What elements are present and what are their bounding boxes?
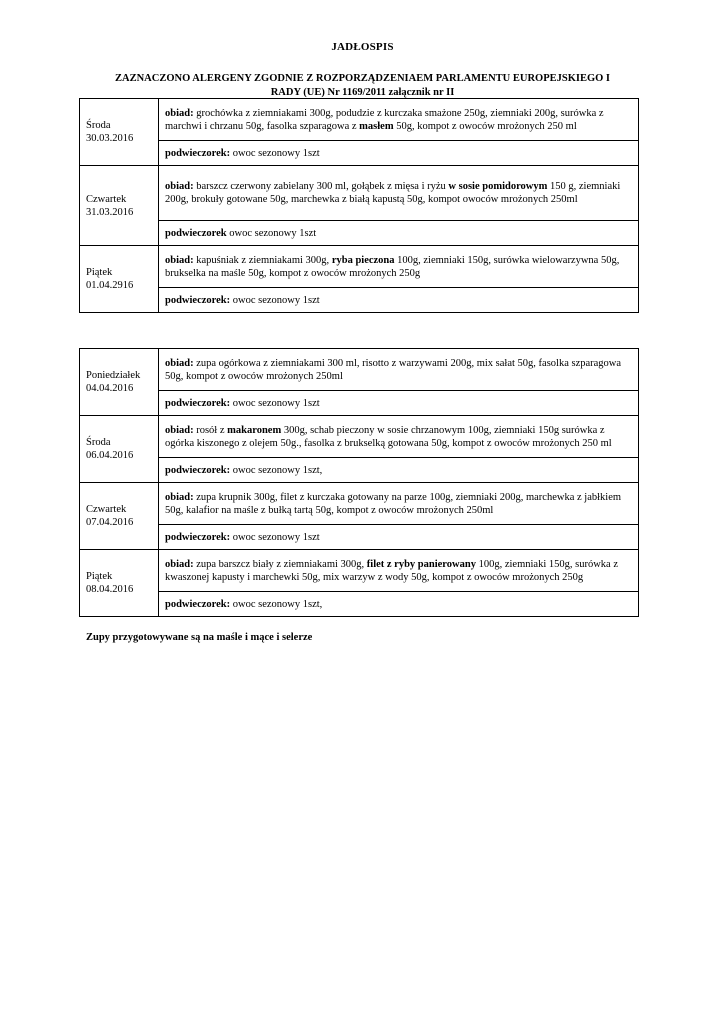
snack-cell: [159, 141, 639, 166]
lunch-label: obiad:: [165, 424, 194, 436]
day-date: 04.04.2016: [86, 383, 134, 394]
lunch-label: obiad:: [165, 107, 194, 119]
day-cell: [80, 166, 159, 246]
day-date: 06.04.2016: [86, 450, 134, 461]
snack-cell: [159, 458, 639, 483]
lunch-label: obiad:: [165, 181, 194, 192]
allergen-text: ryba pieczona: [331, 254, 395, 266]
snack-label: podwieczorek:: [165, 464, 231, 476]
day-name: Środa: [86, 437, 111, 448]
lunch-text: rosół z: [193, 424, 228, 436]
day-row: [80, 99, 639, 141]
snack-text: owoc sezonowy 1szt: [230, 294, 320, 306]
lunch-text: grochówka z ziemniakami 300g, podudzie z kurczaka smażone 250g, ziemniaki 200g, surówka z marchwi i chrzanu 50g, fasolka szparagowa z: [165, 107, 604, 132]
lunch-text: zupa barszcz biały z ziemniakami 300g,: [193, 558, 367, 570]
snack-label: podwieczorek: [165, 227, 227, 239]
day-name: Środa: [86, 120, 111, 131]
lunch-text: kapuśniak z ziemniakami 300g,: [193, 254, 332, 266]
snack-cell: [159, 525, 639, 550]
menu-table-week-1: [79, 98, 639, 313]
day-row: [80, 416, 639, 458]
day-row: [80, 246, 639, 288]
soup-note: Zupy przygotowywane są na maśle i mące i selerze: [86, 632, 313, 643]
menu-table-week-2: [79, 348, 639, 617]
snack-text: owoc sezonowy 1szt,: [230, 464, 323, 476]
lunch-cell: [159, 166, 639, 221]
snack-cell: [159, 592, 639, 617]
lunch-cell: [159, 246, 639, 288]
day-cell: [80, 99, 159, 166]
lunch-cell: [159, 550, 639, 592]
page-title: JADŁOSPIS: [331, 41, 394, 53]
snack-row: [80, 141, 639, 166]
snack-text: owoc sezonowy 1szt: [226, 227, 317, 239]
day-row: [80, 349, 639, 391]
snack-text: owoc sezonowy 1szt,: [230, 598, 323, 610]
lunch-cell: [159, 99, 639, 141]
lunch-text: barszcz czerwony zabielany 300 ml, gołąbek z mięsa i ryżu: [193, 181, 449, 192]
day-cell: [80, 550, 159, 617]
snack-label: podwieczorek:: [165, 598, 231, 610]
day-name: Czwartek: [86, 504, 127, 515]
day-name: Piątek: [86, 571, 113, 582]
snack-row: [80, 458, 639, 483]
snack-text: owoc sezonowy 1szt: [230, 147, 320, 159]
day-name: Piątek: [86, 267, 113, 278]
snack-cell: [159, 221, 639, 246]
day-name: Poniedziałek: [86, 370, 141, 381]
snack-cell: [159, 391, 639, 416]
snack-row: [80, 592, 639, 617]
snack-label: podwieczorek:: [165, 397, 231, 409]
lunch-text: 150 g, ziemniaki 200g, brokuły gotowane 50g, marchewka z białą kapustą 50g, kompot owoców mrożonych 250ml: [165, 181, 621, 205]
allergen-notice: [80, 72, 645, 100]
lunch-text: zupa krupnik 300g, filet z kurczaka gotowany na parze 100g, ziemniaki 200g, marchewka z jabłkiem 50g, kalafior na maśle z bułką tartą 50g, kompot z owoców mrożonych 250ml: [165, 491, 622, 516]
snack-row: [80, 391, 639, 416]
day-cell: [80, 416, 159, 483]
lunch-label: obiad:: [165, 254, 194, 266]
allergen-text: filet z ryby panierowany: [366, 558, 476, 570]
lunch-cell: [159, 349, 639, 391]
lunch-label: obiad:: [165, 491, 194, 503]
snack-row: [80, 221, 639, 246]
day-date: 30.03.2016: [86, 133, 134, 144]
lunch-text: zupa ogórkowa z ziemniakami 300 ml, risotto z warzywami 200g, mix sałat 50g, fasolka szparagowa 50g, kompot z owoców mrożonych 250ml: [165, 357, 622, 382]
snack-row: [80, 288, 639, 313]
allergen-text: makaronem: [227, 424, 282, 436]
allergen-text: masłem: [359, 120, 394, 132]
lunch-cell: [159, 483, 639, 525]
snack-text: owoc sezonowy 1szt: [230, 531, 320, 543]
snack-cell: [159, 288, 639, 313]
snack-label: podwieczorek:: [165, 531, 231, 543]
day-cell: [80, 483, 159, 550]
lunch-label: obiad:: [165, 357, 194, 369]
lunch-text: 300g, schab pieczony w sosie chrzanowym 100g, ziemniaki 150g surówka z ogórka kiszonego z olejem 50g., fasolka z brukselką gotowana 50g, kompot z owoców mrożonych 250 ml: [165, 424, 612, 449]
lunch-text: 100g, ziemniaki 150g, surówka wielowarzywna 50g, brukselka na maśle 50g, kompot z owoców mrożonych 250g: [165, 254, 620, 279]
day-date: 01.04.2916: [86, 280, 134, 291]
day-date: 08.04.2016: [86, 584, 134, 595]
lunch-cell: [159, 416, 639, 458]
day-row: [80, 550, 639, 592]
snack-row: [80, 525, 639, 550]
allergen-text: w sosie pomidorowym: [448, 181, 548, 192]
day-date: 31.03.2016: [86, 206, 134, 218]
day-date: 07.04.2016: [86, 517, 134, 528]
day-cell: [80, 349, 159, 416]
lunch-label: obiad:: [165, 558, 194, 570]
lunch-text: 100g, ziemniaki 150g, surówka z kwaszonej kapusty i marchewki 50g, mix warzyw z wody 50g, kompot z owoców mrożonych 250g: [165, 558, 618, 583]
snack-text: owoc sezonowy 1szt: [230, 397, 320, 409]
day-name: Czwartek: [86, 193, 127, 205]
allergen-notice-line-2: RADY (UE) Nr 1169/2011 załącznik nr II: [270, 87, 455, 98]
allergen-notice-line-1: ZAZNACZONO ALERGENY ZGODNIE Z ROZPORZĄDZENIAEM PARLAMENTU EUROPEJSKIEGO I: [114, 73, 611, 84]
day-row: [80, 166, 639, 221]
lunch-text: 50g, kompot z owoców mrożonych 250 ml: [393, 120, 577, 132]
snack-label: podwieczorek:: [165, 294, 231, 306]
day-cell: [80, 246, 159, 313]
day-row: [80, 483, 639, 525]
snack-label: podwieczorek:: [165, 147, 231, 159]
